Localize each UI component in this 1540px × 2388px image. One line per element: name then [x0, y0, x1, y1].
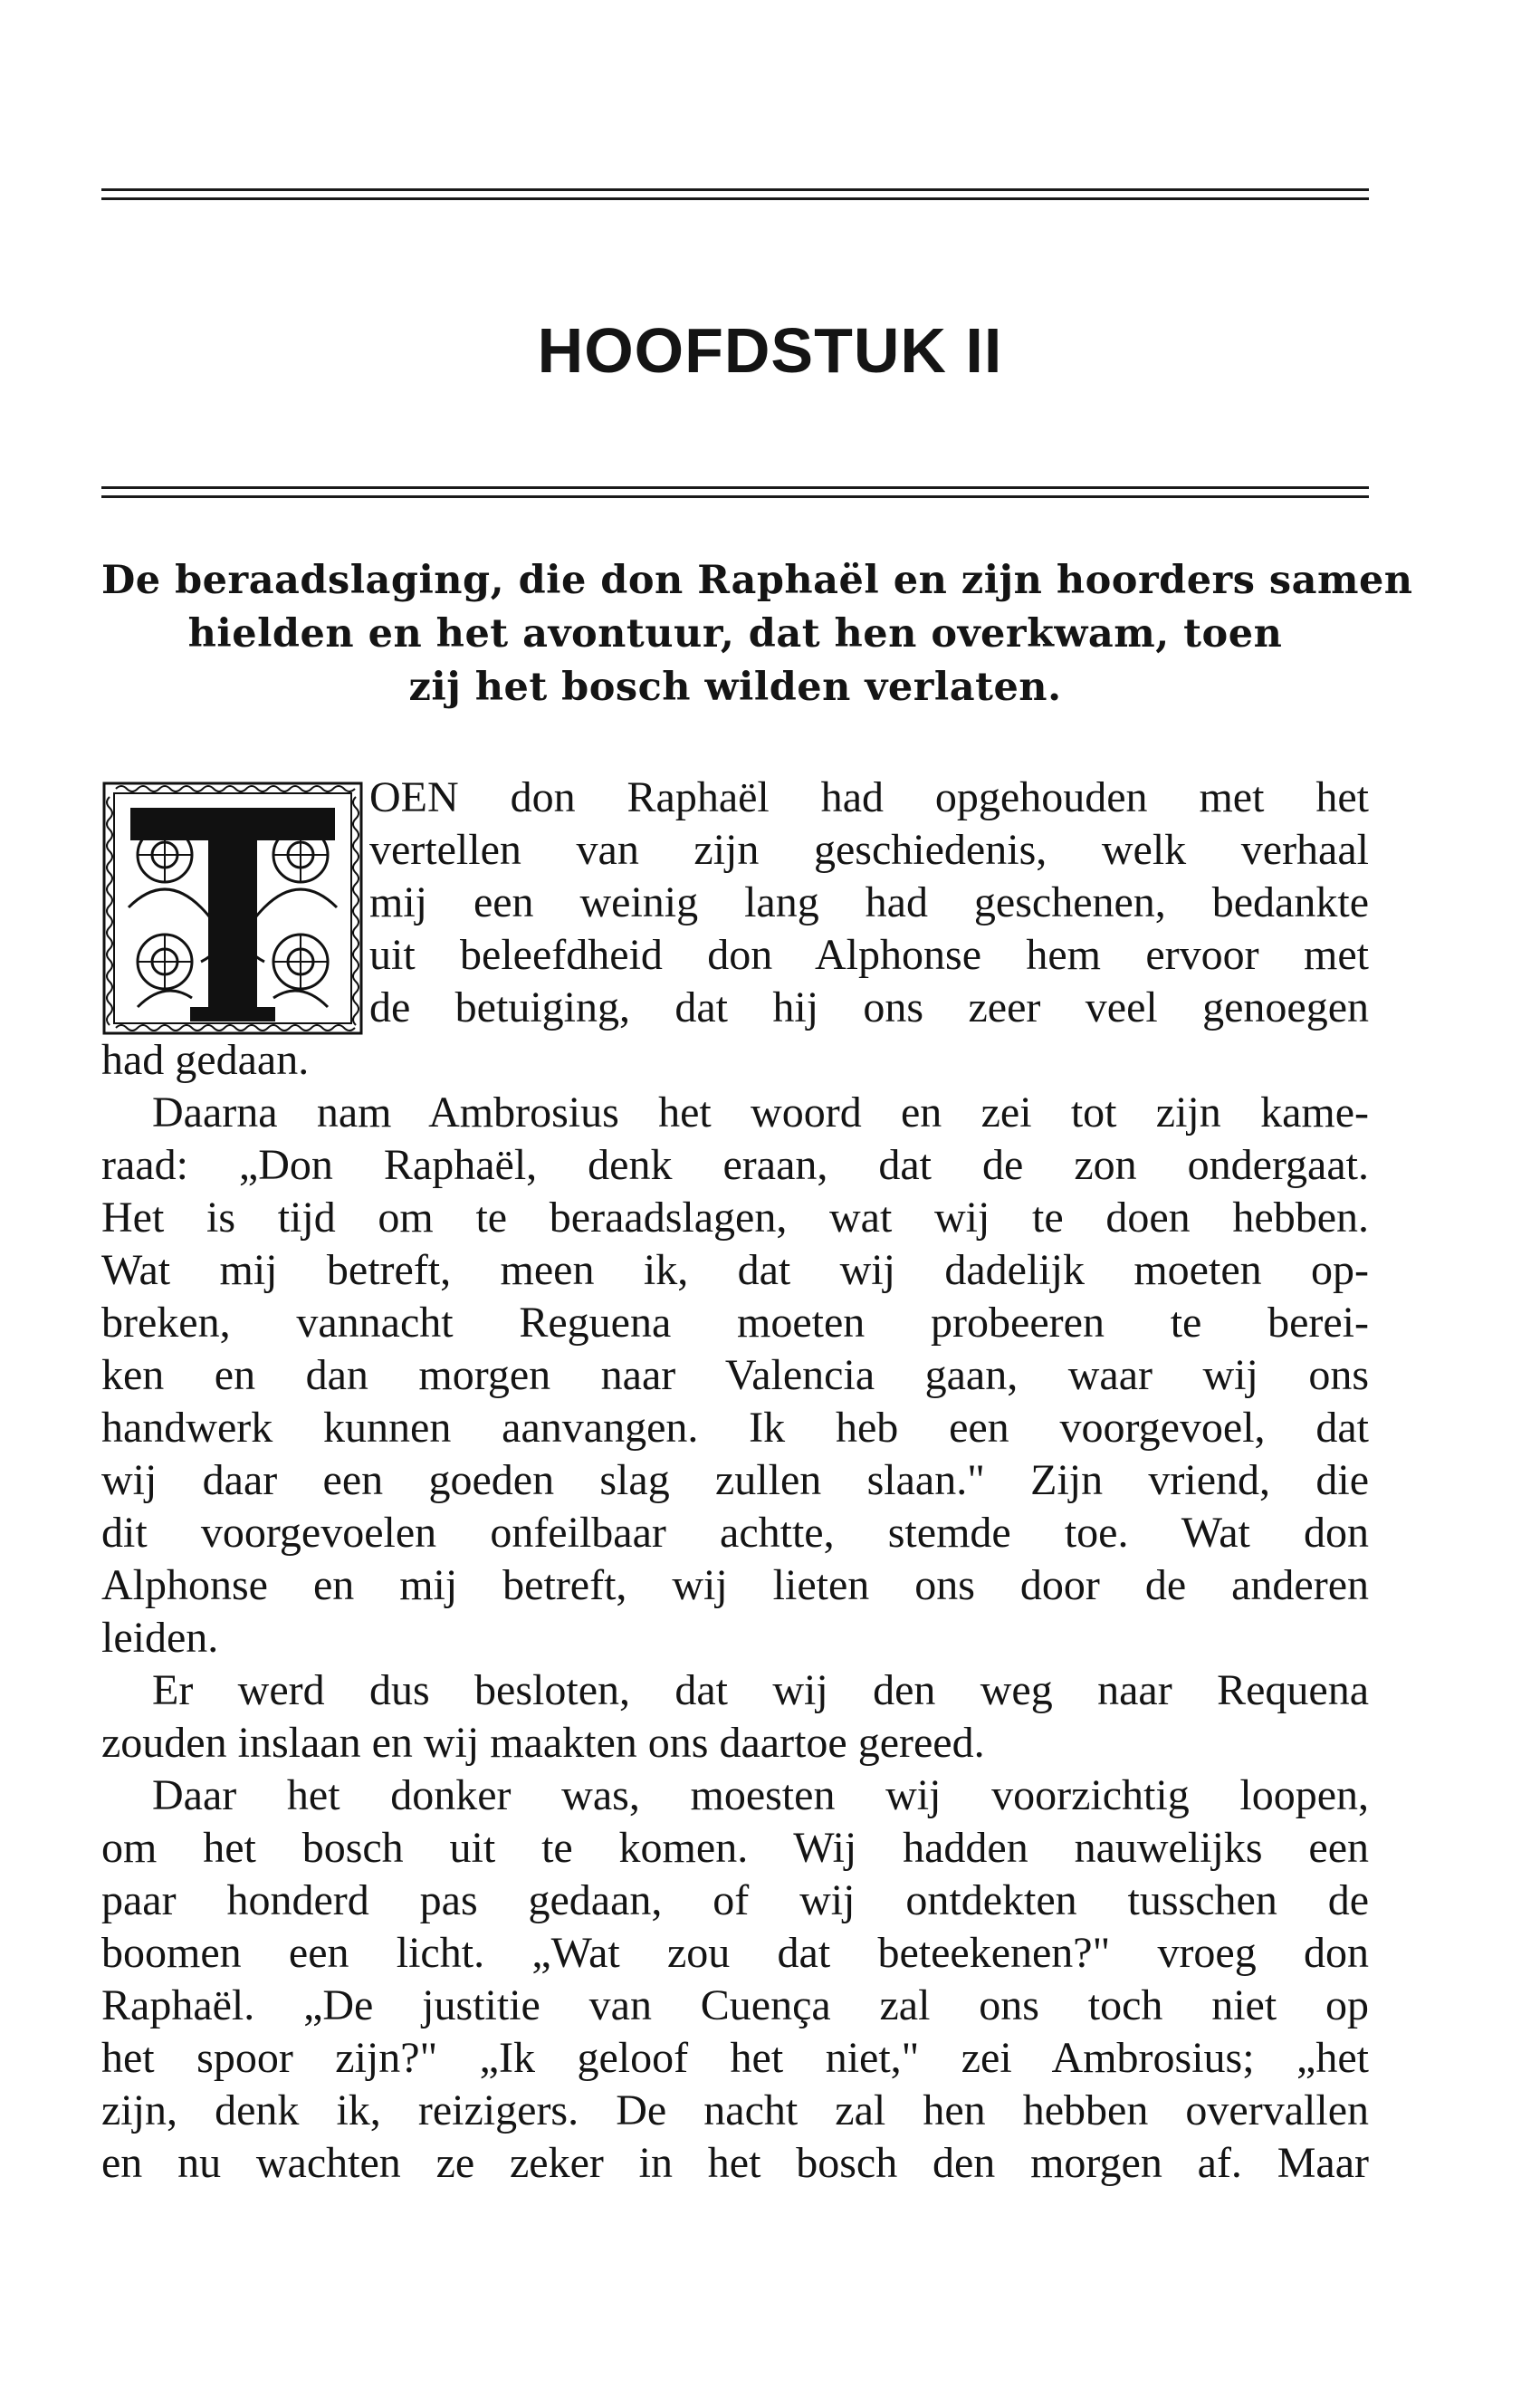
text-line: boomen een licht. „Wat zou dat beteekenen?" vroeg don	[101, 1929, 1369, 1977]
text-line: mij een weinig lang had geschenen, bedankte	[369, 878, 1369, 926]
text-line: leiden.	[101, 1614, 219, 1662]
text-line: paar honderd pas gedaan, of wij ontdekten tusschen de	[101, 1876, 1369, 1924]
chapter-summary	[101, 554, 1413, 714]
text-line: de betuiging, dat hij ons zeer veel genoegen	[369, 983, 1369, 1031]
text-line: had gedaan.	[101, 1036, 310, 1084]
body-text	[101, 1034, 1369, 2190]
text-line: Daar het donker was, moesten wij voorzichtig loopen,	[152, 1771, 1369, 1819]
summary-line: De beraadslaging, die don Raphaël en zijn hoorders samen	[101, 558, 1413, 603]
text-line: het spoor zijn?" „Ik geloof het niet," zei Ambrosius; „het	[101, 2034, 1369, 2082]
ornamental-initial	[101, 781, 364, 1036]
text-line: uit beleefdheid don Alphonse hem ervoor met	[369, 931, 1369, 979]
text-line: dit voorgevoelen onfeilbaar achtte, stemde toe. Wat don	[101, 1509, 1369, 1557]
text-line: raad: „Don Raphaël, denk eraan, dat de zon ondergaat.	[101, 1141, 1369, 1189]
text-line: Daarna nam Ambrosius het woord en zei tot zijn kame-	[152, 1089, 1369, 1136]
text-line: handwerk kunnen aanvangen. Ik heb een voorgevoel, dat	[101, 1404, 1369, 1452]
opening-lines	[369, 772, 1369, 1034]
text-line: Het is tijd om te beraadslagen, wat wij te doen hebben.	[101, 1194, 1369, 1242]
ornament-frame-icon	[101, 781, 364, 1036]
text-line: OEN don Raphaël had opgehouden met het	[369, 773, 1369, 821]
text-line: zouden inslaan en wij maakten ons daartoe gereed.	[101, 1719, 985, 1767]
text-line: zijn, denk ik, reizigers. De nacht zal hen hebben overvallen	[101, 2086, 1369, 2134]
top-double-rule	[101, 188, 1369, 200]
text-line: wij daar een goeden slag zullen slaan." Zijn vriend, die	[101, 1456, 1369, 1504]
text-line: ken en dan morgen naar Valencia gaan, waar wij ons	[101, 1351, 1369, 1399]
summary-line: hielden en het avontuur, dat hen overkwam, toen	[187, 611, 1283, 657]
text-line: en nu wachten ze zeker in het bosch den morgen af. Maar	[101, 2139, 1369, 2187]
text-line: Raphaël. „De justitie van Cuença zal ons toch niet op	[101, 1981, 1369, 2029]
summary-line: zij het bosch wilden verlaten.	[408, 665, 1062, 710]
text-line: vertellen van zijn geschiedenis, welk verhaal	[369, 826, 1369, 874]
chapter-title: HOOFDSTUK II	[537, 315, 1003, 386]
text-line: Er werd dus besloten, dat wij den weg naar Requena	[152, 1666, 1369, 1714]
text-line: Wat mij betreft, meen ik, dat wij dadelijk moeten op-	[101, 1246, 1369, 1294]
bottom-double-rule	[101, 486, 1369, 498]
text-line: breken, vannacht Reguena moeten probeeren te berei-	[101, 1299, 1369, 1347]
text-line: om het bosch uit te komen. Wij hadden nauwelijks een	[101, 1824, 1369, 1872]
text-line: Alphonse en mij betreft, wij lieten ons door de anderen	[101, 1561, 1369, 1609]
